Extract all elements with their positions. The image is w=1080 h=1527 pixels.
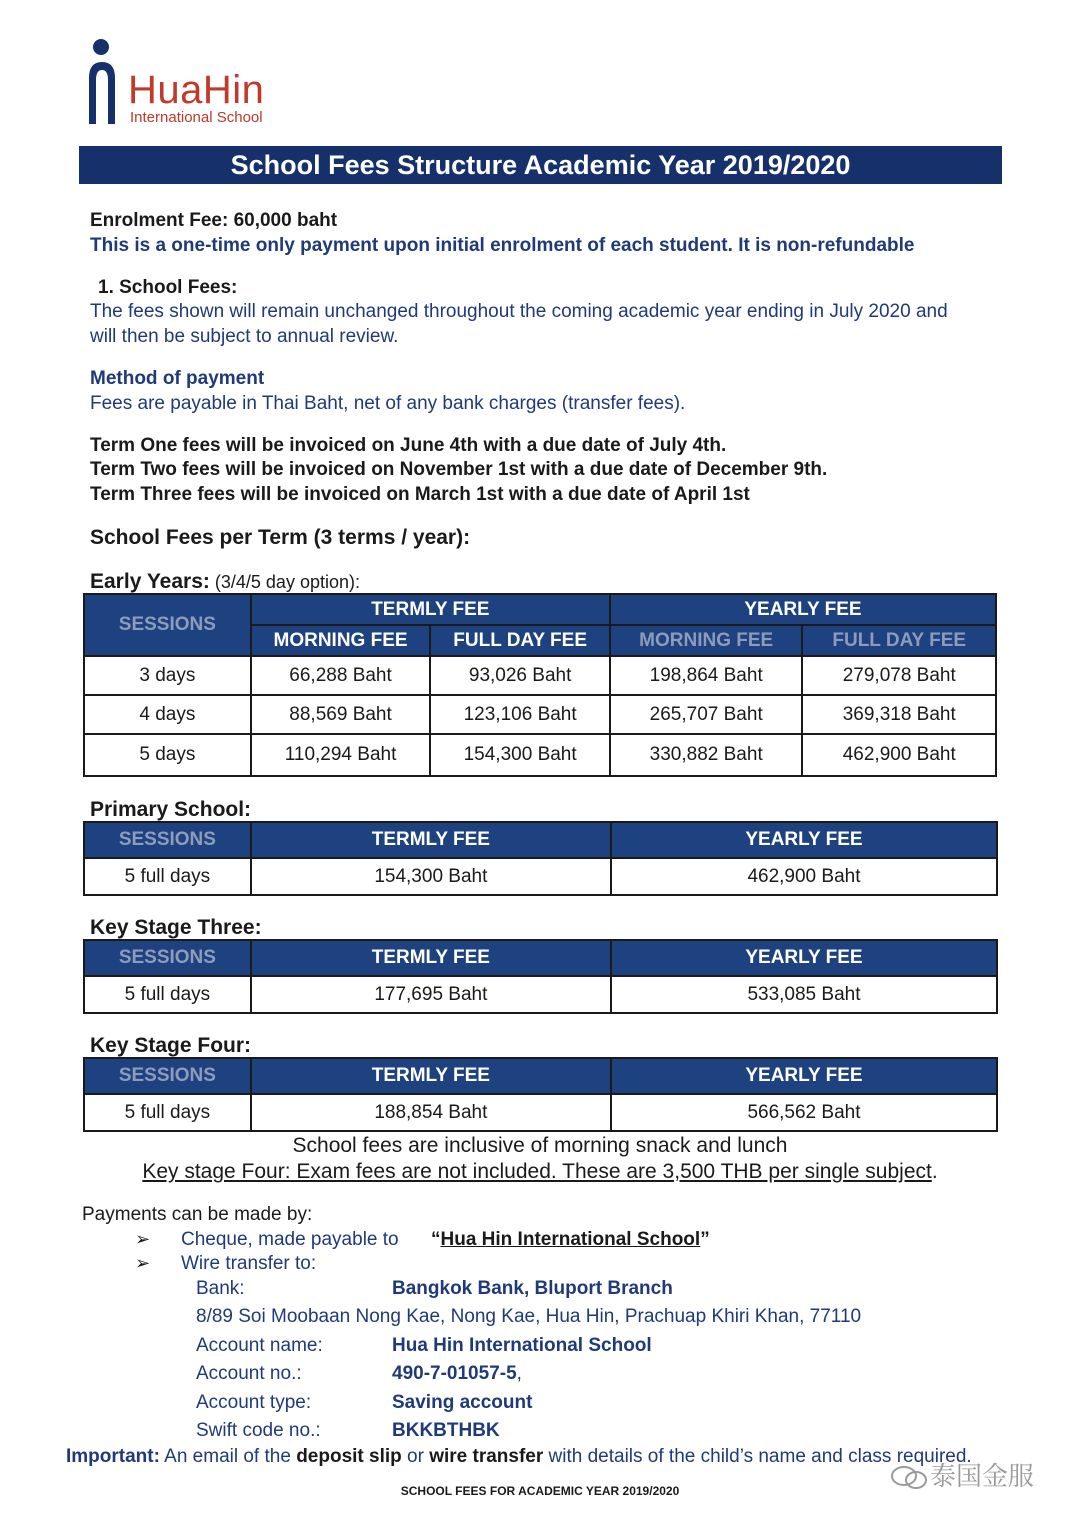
bank-value: Bangkok Bank, Bluport Branch (392, 1278, 673, 1299)
enrolment-heading: Enrolment Fee: 60,000 baht (90, 210, 338, 231)
wire-transfer-text: wire transfer (429, 1446, 544, 1467)
cheque-label: Cheque, made payable to (181, 1229, 399, 1250)
school-fees-note-1: The fees shown will remain unchanged throughout the coming academic year ending in July 2020 and (90, 301, 948, 322)
table-row (84, 1094, 997, 1131)
fee-cell: 88,569 Baht (251, 695, 431, 734)
termly-fee-header: TERMLY FEE (251, 940, 611, 976)
termly-fee-header: TERMLY FEE (251, 1058, 611, 1094)
full-day-fee-header: FULL DAY FEE (430, 625, 610, 656)
sessions-cell: 5 full days (84, 1094, 251, 1131)
sessions-header: SESSIONS (84, 1058, 251, 1094)
school-fees-heading: 1. School Fees: (98, 277, 238, 298)
fee-cell: 154,300 Baht (430, 734, 610, 776)
cheque-payee: Hua Hin International School (440, 1229, 701, 1250)
term-two: Term Two fees will be invoiced on November 1st with a due date of December 9th. (90, 459, 828, 480)
cheque-payee-line (431, 1229, 710, 1252)
fee-cell: 369,318 Baht (802, 695, 996, 734)
important-note (66, 1446, 972, 1469)
sessions-cell: 5 days (84, 734, 251, 776)
account-no-line (392, 1363, 522, 1386)
fee-cell: 462,900 Baht (611, 858, 997, 895)
sessions-cell: 5 full days (84, 976, 251, 1013)
account-no-value: 490-7-01057-5 (392, 1363, 517, 1384)
important-text: with details of the child’s name and class required. (543, 1446, 972, 1467)
morning-fee-header: MORNING FEE (251, 625, 431, 656)
primary-heading: Primary School: (90, 798, 252, 821)
termly-fee-header: TERMLY FEE (251, 594, 610, 625)
account-name-value: Hua Hin International School (392, 1335, 652, 1356)
fee-cell: 533,085 Baht (611, 976, 997, 1013)
account-name-label: Account name: (196, 1335, 323, 1356)
sessions-header: SESSIONS (84, 822, 251, 858)
table-row (84, 656, 996, 695)
bank-address: 8/89 Soi Moobaan Nong Kae, Nong Kae, Hua Hin, Prachuap Khiri Khan, 77110 (196, 1306, 862, 1327)
yearly-morning-fee-header: MORNING FEE (610, 625, 803, 656)
fee-cell: 462,900 Baht (802, 734, 996, 776)
sessions-header: SESSIONS (84, 940, 251, 976)
fee-cell: 198,864 Baht (610, 656, 803, 695)
method-text: Fees are payable in Thai Baht, net of any bank charges (transfer fees). (90, 393, 686, 414)
sessions-cell: 5 full days (84, 858, 251, 895)
table-row (84, 734, 996, 776)
sessions-cell: 4 days (84, 695, 251, 734)
early-years-table (83, 593, 997, 777)
ks4-table (83, 1057, 998, 1132)
per-term-heading: School Fees per Term (3 terms / year): (90, 526, 471, 549)
bank-label: Bank: (196, 1278, 245, 1299)
sessions-cell: 3 days (84, 656, 251, 695)
fee-cell: 93,026 Baht (430, 656, 610, 695)
fee-cell: 154,300 Baht (251, 858, 611, 895)
snack-note: School fees are inclusive of morning snack and lunch (292, 1134, 788, 1157)
table-row (84, 695, 996, 734)
ks4-heading: Key Stage Four: (90, 1034, 252, 1057)
early-years-heading (90, 569, 360, 594)
logo-name: HuaHin (128, 68, 265, 112)
early-years-label: Early Years: (90, 570, 210, 593)
account-type-label: Account type: (196, 1392, 312, 1413)
yearly-fee-header: YEARLY FEE (611, 1058, 997, 1094)
arrow-bullet-icon: ➢ (135, 1253, 151, 1273)
account-no-suffix: , (516, 1363, 522, 1384)
enrolment-note: This is a one-time only payment upon initial enrolment of each student. It is non-refundable (90, 235, 915, 256)
fee-cell: 66,288 Baht (251, 656, 431, 695)
fee-cell: 110,294 Baht (251, 734, 431, 776)
primary-table (83, 821, 998, 896)
table-row (84, 858, 997, 895)
swift-value: BKKBTHBK (392, 1420, 500, 1441)
term-three: Term Three fees will be invoiced on March 1st with a due date of April 1st (90, 484, 750, 505)
table-row (84, 976, 997, 1013)
termly-fee-header: TERMLY FEE (251, 822, 611, 858)
page-title: School Fees Structure Academic Year 2019/2020 (79, 146, 1002, 184)
deposit-slip-text: deposit slip (296, 1446, 402, 1467)
arrow-bullet-icon: ➢ (135, 1229, 151, 1249)
important-text: An email of the (159, 1446, 297, 1467)
yearly-full-day-fee-header: FULL DAY FEE (802, 625, 996, 656)
yearly-fee-header: YEARLY FEE (611, 822, 997, 858)
account-no-label: Account no.: (196, 1363, 302, 1384)
logo-subtitle: International School (130, 109, 263, 126)
fee-cell: 177,695 Baht (251, 976, 611, 1013)
close-quote: ” (700, 1229, 710, 1250)
school-fees-note-2: will then be subject to annual review. (90, 326, 399, 347)
swift-label: Swift code no.: (196, 1420, 321, 1441)
ks3-table (83, 939, 998, 1014)
exam-note-text: Key stage Four: Exam fees are not included. These are 3,500 THB per single subject (142, 1160, 932, 1183)
yearly-fee-header: YEARLY FEE (610, 594, 996, 625)
fee-cell: 188,854 Baht (251, 1094, 611, 1131)
term-one: Term One fees will be invoiced on June 4th with a due date of July 4th. (90, 435, 727, 456)
fee-cell: 265,707 Baht (610, 695, 803, 734)
fee-cell: 330,882 Baht (610, 734, 803, 776)
fee-cell: 566,562 Baht (611, 1094, 997, 1131)
method-heading: Method of payment (90, 368, 265, 389)
yearly-fee-header: YEARLY FEE (611, 940, 997, 976)
exam-note (0, 1160, 1080, 1184)
sessions-header: SESSIONS (84, 594, 251, 656)
exam-note-end: . (931, 1160, 938, 1183)
payment-heading: Payments can be made by: (82, 1204, 313, 1225)
important-label: Important: (66, 1446, 160, 1467)
fee-cell: 123,106 Baht (430, 695, 610, 734)
open-quote: “ (431, 1229, 441, 1250)
watermark-text: 泰国金服 (930, 1461, 1035, 1491)
early-years-option: (3/4/5 day option): (209, 572, 360, 592)
footer-title: SCHOOL FEES FOR ACADEMIC YEAR 2019/2020 (400, 1484, 680, 1498)
ks3-heading: Key Stage Three: (90, 916, 262, 939)
important-text: or (401, 1446, 430, 1467)
account-type-value: Saving account (392, 1392, 533, 1413)
wire-label: Wire transfer to: (181, 1253, 317, 1274)
fee-cell: 279,078 Baht (802, 656, 996, 695)
school-logo-icon (86, 38, 118, 126)
